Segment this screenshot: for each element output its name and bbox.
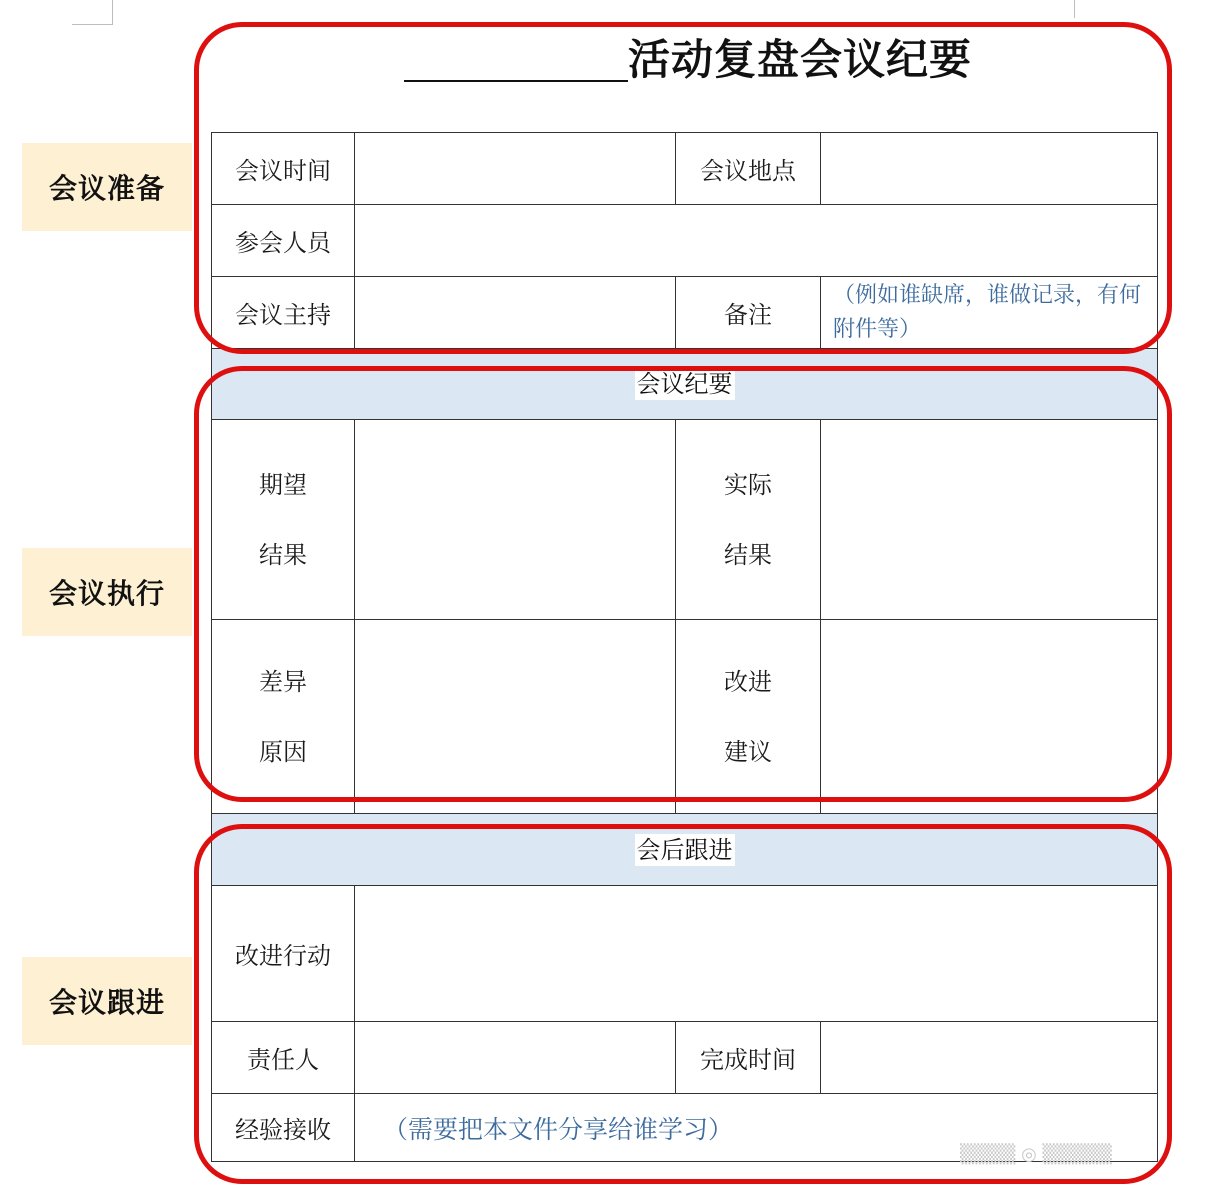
title-blank-line[interactable] <box>404 79 628 82</box>
section-label-preparation: 会议准备 <box>22 143 192 231</box>
attendees-label: 参会人员 <box>211 205 355 277</box>
page-corner-mark-left <box>72 0 113 25</box>
minutes-section-header <box>211 349 1158 420</box>
deadline-field[interactable] <box>821 1022 1158 1094</box>
improve-label-line2: 建议 <box>724 737 772 766</box>
deadline-label: 完成时间 <box>676 1022 821 1094</box>
host-field[interactable] <box>355 277 676 349</box>
expected-result-field[interactable] <box>355 420 676 620</box>
owner-field[interactable] <box>355 1022 676 1094</box>
owner-label: 责任人 <box>211 1022 355 1094</box>
remarks-label: 备注 <box>676 277 821 349</box>
actual-result-label <box>676 420 821 620</box>
watermark-logo: ▒▒▒▒ ◎ ▒▒▒▒▒ <box>960 1144 1112 1165</box>
meeting-place-field[interactable] <box>821 132 1158 205</box>
improvement-suggestion-label <box>676 620 821 814</box>
page-corner-mark-right <box>1074 0 1075 18</box>
section-label-execution: 会议执行 <box>22 548 192 636</box>
improve-label-line1: 改进 <box>724 667 772 696</box>
document-title <box>404 30 1024 90</box>
remarks-hint[interactable]: （例如谁缺席，谁做记录，有何附件等） <box>821 277 1158 349</box>
follow-up-section-header <box>211 814 1158 886</box>
follow-up-header-text: 会后跟进 <box>636 835 733 864</box>
diff-label-line2: 原因 <box>259 737 307 766</box>
host-label: 会议主持 <box>211 277 355 349</box>
expected-result-label <box>211 420 355 620</box>
actual-label-line2: 结果 <box>724 540 772 569</box>
improvement-action-field[interactable] <box>355 886 1158 1022</box>
meeting-time-field[interactable] <box>355 132 676 205</box>
lessons-label: 经验接收 <box>211 1094 355 1162</box>
difference-reason-field[interactable] <box>355 620 676 814</box>
expected-label-line1: 期望 <box>259 470 307 499</box>
diff-label-line1: 差异 <box>259 667 307 696</box>
meeting-time-label: 会议时间 <box>211 132 355 205</box>
section-label-follow-up: 会议跟进 <box>22 957 192 1045</box>
improvement-suggestion-field[interactable] <box>821 620 1158 814</box>
difference-reason-label <box>211 620 355 814</box>
title-text: 活动复盘会议纪要 <box>628 35 973 84</box>
lessons-hint[interactable]: （需要把本文件分享给谁学习） <box>355 1094 1158 1162</box>
improvement-action-label: 改进行动 <box>211 886 355 1022</box>
actual-label-line1: 实际 <box>724 470 772 499</box>
minutes-table <box>211 132 1158 1162</box>
expected-label-line2: 结果 <box>259 540 307 569</box>
meeting-place-label: 会议地点 <box>676 132 821 205</box>
actual-result-field[interactable] <box>821 420 1158 620</box>
attendees-field[interactable] <box>355 205 1158 277</box>
minutes-header-text: 会议纪要 <box>636 370 733 398</box>
